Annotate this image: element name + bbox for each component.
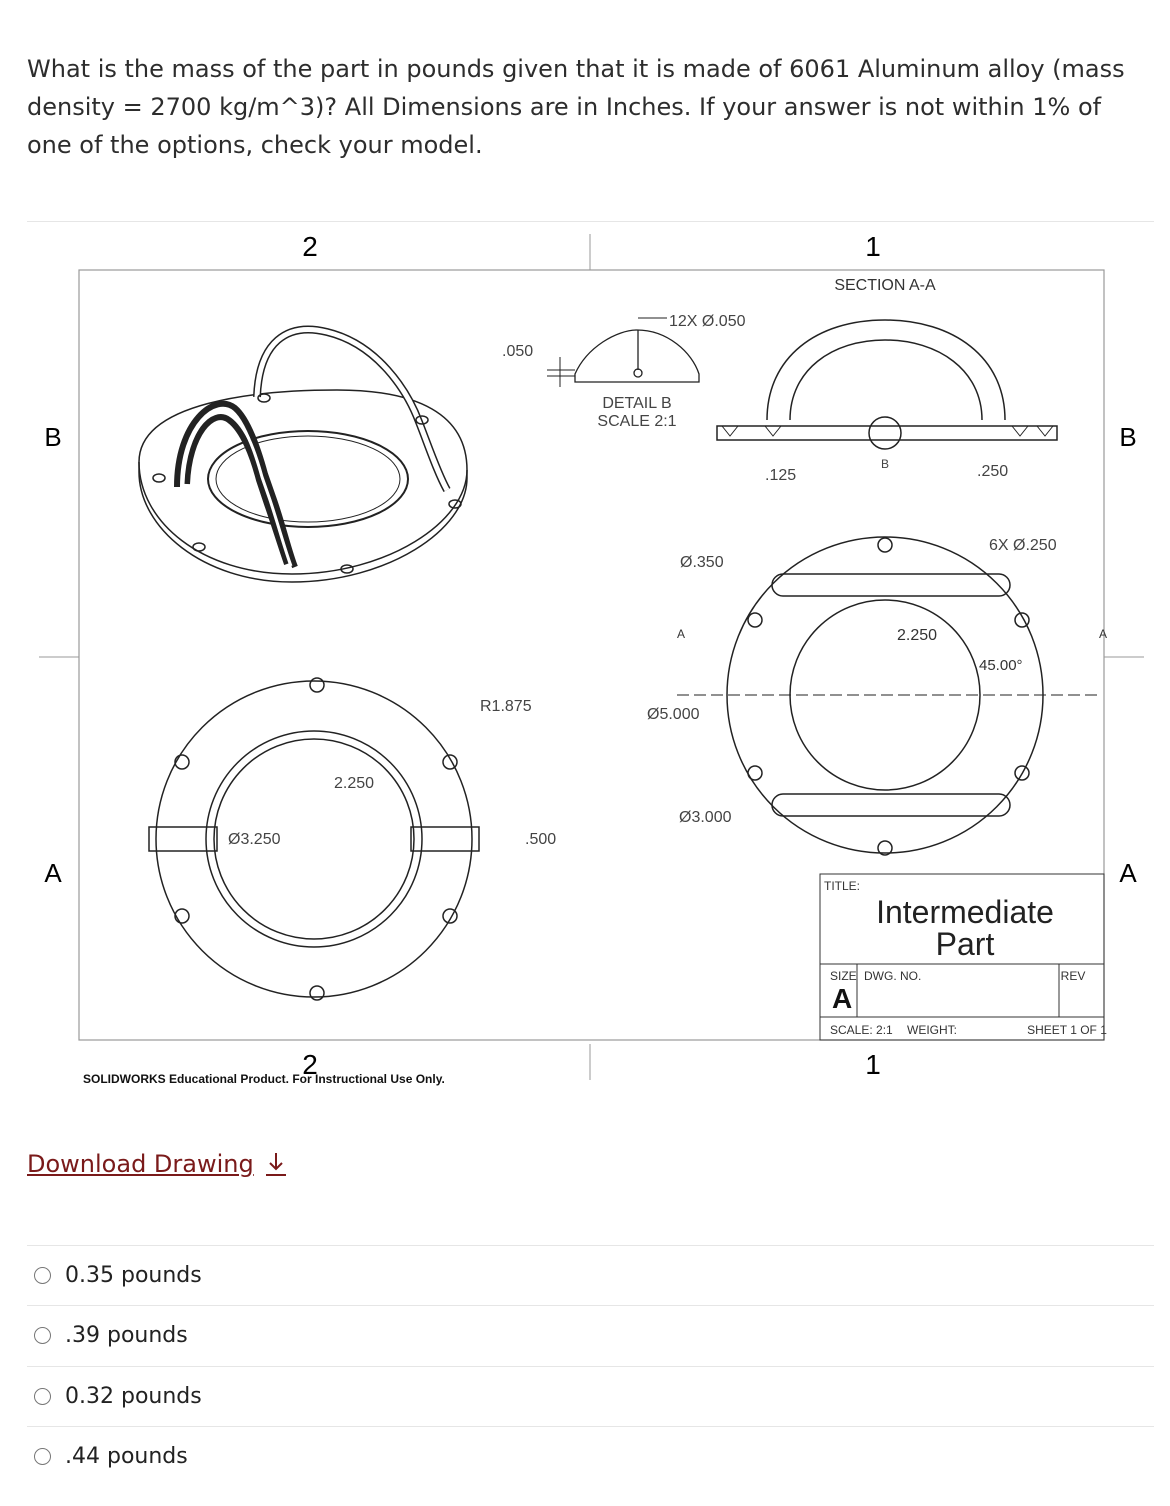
dim-label: .500 — [525, 831, 557, 848]
download-label: Download Drawing — [27, 1150, 254, 1178]
sheet-label: SHEET 1 OF 1 — [1027, 1023, 1107, 1037]
answer-option[interactable] — [34, 1426, 188, 1486]
zone-label: 1 — [865, 1049, 881, 1080]
dim-label: Ø3.250 — [228, 831, 281, 848]
dim-label: .050 — [502, 343, 534, 360]
answer-option[interactable] — [34, 1245, 202, 1305]
section-marker: A — [677, 627, 686, 641]
section-title: SECTION A-A — [834, 277, 936, 294]
dim-label: R1.875 — [480, 698, 532, 715]
row-label: B — [44, 422, 62, 452]
row-label: A — [44, 858, 62, 888]
section-view — [717, 320, 1057, 449]
zone-label: 2 — [302, 1049, 318, 1080]
detail-scale: SCALE 2:1 — [597, 413, 677, 430]
option-label: 0.32 pounds — [65, 1383, 202, 1409]
dim-label: 45.00° — [979, 657, 1023, 674]
weight-label: WEIGHT: — [907, 1023, 957, 1037]
dim-label: Ø5.000 — [647, 706, 700, 723]
download-drawing-link[interactable] — [27, 1150, 288, 1178]
question-text: What is the mass of the part in pounds given that it is made of 6061 Aluminum alloy (mass density = 2700 kg/m^3)? All Dimensions are in Inches. If your answer is not within 1% of one of the options, check your model. — [27, 55, 1125, 159]
divider — [27, 1426, 1154, 1427]
title-label: TITLE: — [824, 879, 861, 893]
option-label: 0.35 pounds — [65, 1262, 202, 1288]
dim-label: Ø.350 — [680, 554, 724, 571]
dim-label: .250 — [977, 463, 1009, 480]
top-view-left — [149, 678, 479, 1000]
dim-label: 12X Ø.050 — [669, 313, 746, 330]
option-label: .44 pounds — [65, 1443, 188, 1469]
size-label: SIZE — [830, 969, 857, 983]
dim-label: 6X Ø.250 — [989, 537, 1057, 554]
size-value: A — [832, 983, 853, 1014]
answer-option[interactable] — [34, 1305, 188, 1365]
dim-label: 2.250 — [334, 775, 375, 792]
radio-button[interactable] — [34, 1388, 51, 1405]
answer-option[interactable] — [34, 1366, 202, 1426]
row-label: A — [1119, 858, 1137, 888]
dim-label: .125 — [765, 467, 797, 484]
detail-ref: B — [880, 457, 890, 471]
watermark: SOLIDWORKS Educational Product. For Instructional Use Only. — [83, 1072, 445, 1086]
radio-button[interactable] — [34, 1267, 51, 1284]
radio-button[interactable] — [34, 1327, 51, 1344]
option-label: .39 pounds — [65, 1322, 188, 1348]
rev-label: REV — [1060, 969, 1086, 983]
dim-label: 2.250 — [897, 627, 938, 644]
row-label: B — [1119, 422, 1137, 452]
zone-label: 2 — [302, 231, 318, 262]
top-view-right — [677, 537, 1102, 855]
iso-view — [139, 330, 467, 582]
detail-title: DETAIL B — [602, 395, 672, 412]
section-marker: A — [1099, 627, 1108, 641]
zone-label: 1 — [865, 231, 881, 262]
download-arrow-icon — [264, 1151, 288, 1177]
divider — [27, 1305, 1154, 1306]
title-line: Part — [935, 926, 995, 962]
title-line: Intermediate — [876, 894, 1054, 930]
dim-label: Ø3.000 — [679, 809, 732, 826]
radio-button[interactable] — [34, 1448, 51, 1465]
scale-label: SCALE: 2:1 — [830, 1023, 893, 1037]
engineering-drawing — [27, 222, 1154, 1102]
dwg-no-label: DWG. NO. — [864, 969, 922, 983]
